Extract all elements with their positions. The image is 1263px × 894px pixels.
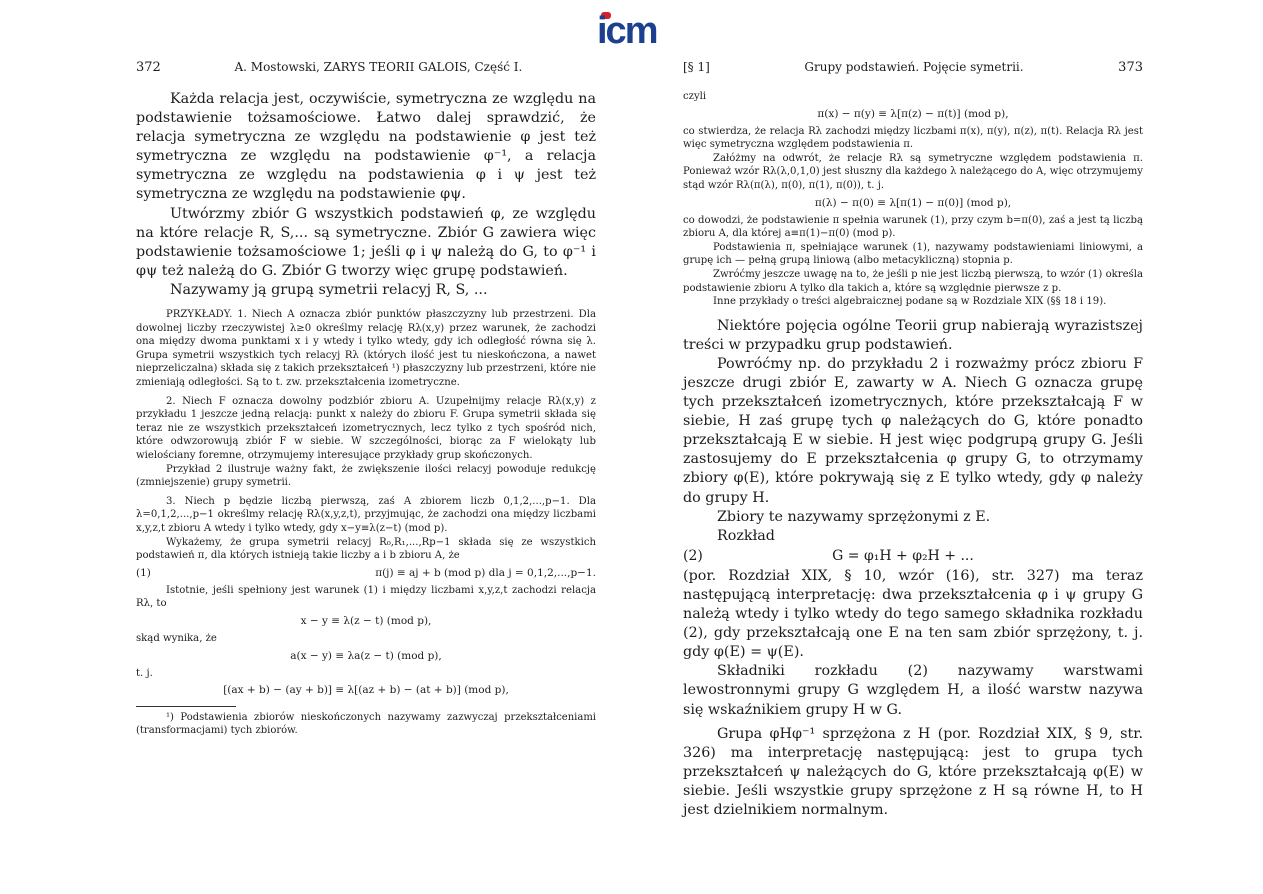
example-paragraph: Wykażemy, że grupa symetrii relacyj R₀,R₁,...,Rp−1 składa się ze wszystkich podstawień π, dla których istnieją takie liczby a i b zbioru A, że: [136, 536, 596, 562]
paragraph: Grupa φHφ⁻¹ sprzężona z H (por. Rozdział XIX, § 9, str. 326) ma interpretację następującą: jest to grupa tych przekształceń ψ należących do G, które przekształcają φ(E) w siebie. Jeśli wszystkie grupy sprzężone z H są równe H, to H jest dzielnikiem normalnym.: [683, 725, 1143, 818]
left-examples: [136, 308, 596, 563]
right-small-text: [683, 125, 1143, 193]
left-main-text: [136, 90, 596, 300]
right-main-text: [683, 317, 1143, 546]
equation-6: π(λ) − π(0) ≡ λ[π(1) − π(0)] (mod p),: [814, 196, 1012, 209]
equation-3: a(x − y) ≡ λa(z − t) (mod p),: [290, 649, 442, 662]
footnote-rule: [136, 706, 236, 707]
paragraph: Rozkład: [717, 527, 775, 544]
example-paragraph: 3. Niech p będzie liczbą pierwszą, zaś A zbiorem liczb 0,1,2,...,p−1. Dla λ=0,1,2,...,p−1 określmy relację Rλ(x,y,z,t), przyjmując, że zachodzi ona między liczbami x,y,z,t zbioru A wtedy i tylko wtedy, gdy x−y≡λ(z−t) (mod p).: [136, 495, 596, 534]
left-page: [136, 60, 596, 737]
paragraph: Niektóre pojęcia ogólne Teorii grup nabierają wyrazistszej treści w przypadku grup podstawień.: [683, 317, 1143, 353]
example-paragraph: PRZYKŁADY. 1. Niech A oznacza zbiór punktów płaszczyzny lub przestrzeni. Dla dowolnej liczby rzeczywistej λ≥0 określmy relację Rλ(x,y) przez warunek, że zachodzi ona między dwoma punktami x i y wtedy i tylko wtedy, gdy ich odległość równa się λ. Grupa symetrii wszystkich tych relacyj Rλ (których ilość jest tu nieskończona, a nawet nieprzeliczalna) składa się z takich przekształceń ¹) płaszczyzny lub przestrzeni, które nie zmieniają odległości. Są to t. zw. przekształcenia izometryczne.: [136, 309, 596, 388]
paragraph: Podstawienia π, spełniające warunek (1), nazywamy podstawieniami liniowymi, a grupę ich — pełną grupą liniową (albo metacykliczną) stopnia p.: [683, 241, 1143, 267]
left-page-number: 372: [136, 60, 161, 75]
icm-logo: [597, 10, 663, 50]
paragraph: Istotnie, jeśli spełniony jest warunek (1) i między liczbami x,y,z,t zachodzi relacja Rλ, to: [136, 584, 596, 610]
equation-label: (1): [136, 566, 151, 579]
text-line: t. j.: [136, 667, 153, 679]
paragraph: Zbiory te nazywamy sprzężonymi z E.: [717, 508, 991, 525]
right-header: [683, 60, 1143, 90]
logo-text: icm: [597, 10, 657, 52]
paragraph: (por. Rozdział XIX, § 10, wzór (16), str. 327) ma teraz następującą interpretację: dwa przekształcenia φ i ψ grupy G należą wtedy i tylko wtedy do tego samego składnika rozkładu (2), gdy przekształcają one E na ten sam zbiór sprzężony, t. j. gdy φ(E) = ψ(E).: [683, 567, 1143, 661]
example-paragraph: Przykład 2 ilustruje ważny fakt, że zwiększenie ilości relacyj powoduje redukcję (zmniejszenie) grupy symetrii.: [136, 463, 596, 489]
left-running-head: A. Mostowski, ZARYS TEORII GALOIS, Część I.: [234, 60, 523, 74]
paragraph: Składniki rozkładu (2) nazywamy warstwami lewostronnymi grupy G względem H, a ilość warstw nazywa się wskaźnikiem grupy H w G.: [683, 663, 1143, 718]
left-header: [136, 60, 596, 90]
paragraph: Utwórzmy zbiór G wszystkich podstawień φ, ze względu na które relacje R, S,... są symetryczne. Zbiór G zawiera więc podstawienie tożsamościowe 1; jeśli φ i ψ należą do G, to φ⁻¹ i φψ też należą do G. Zbiór G tworzy więc grupę podstawień.: [136, 205, 596, 279]
paragraph: Zwróćmy jeszcze uwagę na to, że jeśli p nie jest liczbą pierwszą, to wzór (1) określa podstawienie zbioru A tylko dla takich a, które są względnie pierwsze z p.: [683, 268, 1143, 294]
right-running-head: Grupy podstawień. Pojęcie symetrii.: [804, 60, 1024, 74]
paragraph: Powróćmy np. do przykładu 2 i rozważmy prócz zbioru F jeszcze drugi zbiór E, zawarty w A. Niech G oznacza grupę tych przekształceń izometrycznych, które przekształcają F w siebie, H zaś grupę tych φ należących do G, które ponadto przekształcają E w siebie. H jest więc podgrupą grupy G. Jeśli zastosujemy do E przekształcenia φ grupy G, to otrzymamy zbiory φ(E), które pokrywają się z E tylko wtedy, gdy φ należy do grupy H.: [683, 355, 1143, 506]
footnote: ¹) Podstawienia zbiorów nieskończonych nazywamy zazwyczaj przekształceniami (transformacjami) tych zbiorów.: [136, 712, 596, 737]
equation-2: x − y ≡ λ(z − t) (mod p),: [300, 614, 432, 627]
equation-body: G = φ₁H + φ₂H + ...: [832, 547, 974, 564]
paragraph: co stwierdza, że relacja Rλ zachodzi między liczbami π(x), π(y), π(z), π(t). Relacja Rλ jest więc symetryczna względem podstawienia π.: [683, 125, 1143, 151]
equation-body: π(j) ≡ aj + b (mod p) dla j = 0,1,2,...,p−1.: [375, 566, 596, 579]
example-paragraph: 2. Niech F oznacza dowolny podzbiór zbioru A. Uzupełnijmy relacje Rλ(x,y) z przykładu 1 jeszcze jedną relacją: punkt x należy do zbioru F. Grupa symetrii składa się teraz nie ze wszystkich przekształceń izometrycznych, lecz tylko z tych spośród nich, które odwzorowują zbiór F w siebie. W szczególności, biorąc za F wielokąty lub wielościany foremne, otrzymujemy interesujące przykłady grup skończonych.: [136, 395, 596, 461]
right-main-text-2: [683, 567, 1143, 820]
right-page: [683, 60, 1143, 820]
equation-label: (2): [683, 547, 703, 564]
text-line: czyli: [683, 91, 707, 102]
text-line: skąd wynika, że: [136, 632, 217, 644]
paragraph: co dowodzi, że podstawienie π spełnia warunek (1), przy czym b=π(0), zaś a jest tą liczbą zbioru A, dla której a≡π(1)−π(0) (mod p).: [683, 214, 1143, 240]
paragraph: Inne przykłady o treści algebraicznej podane są w Rozdziale XIX (§§ 18 i 19).: [713, 296, 1107, 308]
paragraph: Nazywamy ją grupą symetrii relacyj R, S, ...: [170, 281, 488, 298]
paragraph: Załóżmy na odwrót, że relacje Rλ są symetryczne względem podstawienia π. Ponieważ wzór Rλ(λ,0,1,0) jest słuszny dla każdego λ należącego do A, więc otrzymujemy stąd wzór Rλ(π(λ), π(0), π(1), π(0)), t. j.: [683, 152, 1143, 191]
paragraph: Każda relacja jest, oczywiście, symetryczna ze względu na podstawienie tożsamościowe. Łatwo dalej sprawdzić, że relacja symetryczna ze względu na podstawienie φ jest też symetryczna ze względu na podstawienie φ⁻¹, a relacja symetryczna ze względu na podstawienia φ i ψ jest też symetryczna ze względu na podstawienie φψ.: [136, 91, 596, 203]
equation-7: [683, 546, 1143, 567]
right-section-mark: [§ 1]: [683, 60, 710, 74]
right-small-text-2: [683, 214, 1143, 309]
equation-5: π(x) − π(y) ≡ λ[π(z) − π(t)] (mod p),: [817, 107, 1009, 120]
equation-4: [(ax + b) − (ay + b)] ≡ λ[(az + b) − (at + b)] (mod p),: [223, 684, 509, 697]
equation-1: [136, 566, 596, 581]
right-page-number: 373: [1118, 60, 1143, 75]
